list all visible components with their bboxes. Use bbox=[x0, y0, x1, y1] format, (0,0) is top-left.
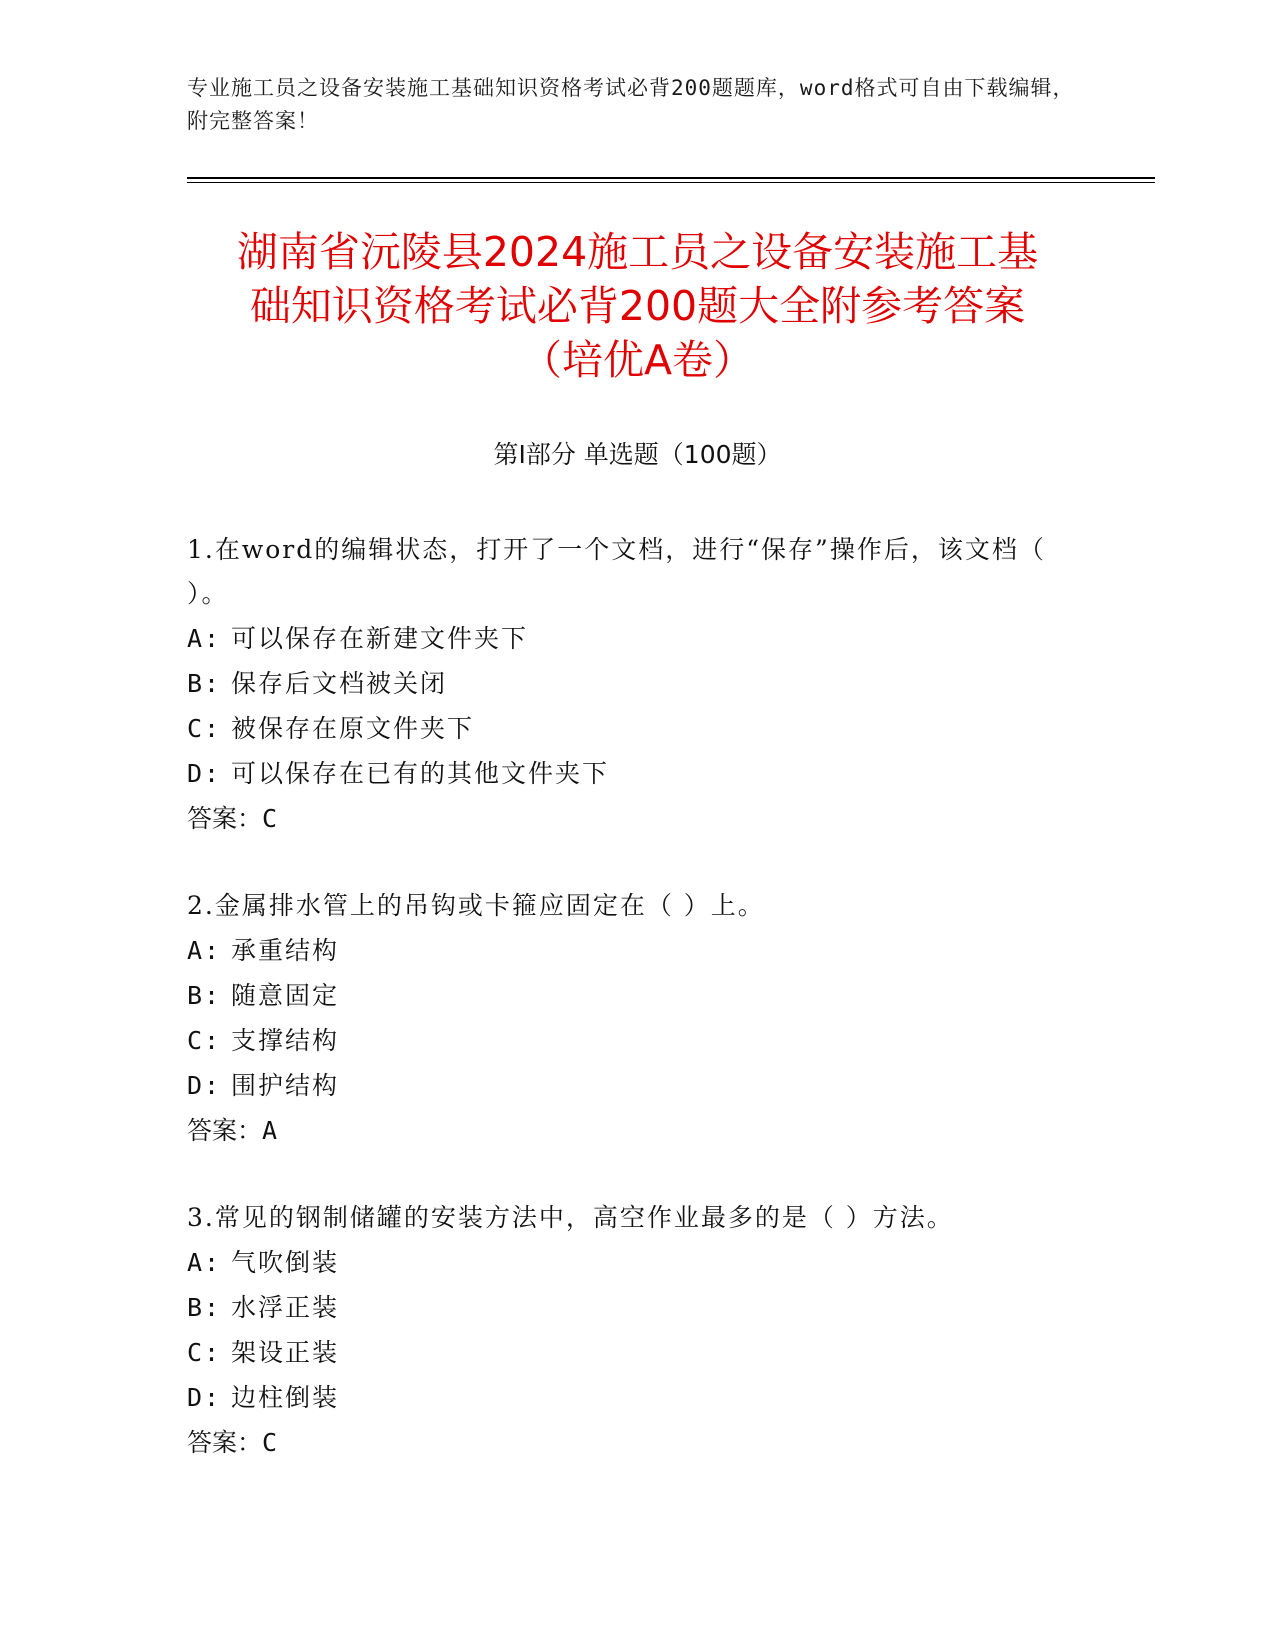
option-letter: A: bbox=[187, 936, 222, 965]
option-text: 气吹倒装 bbox=[231, 1248, 340, 1277]
option-a bbox=[187, 616, 1087, 661]
question-1 bbox=[187, 528, 1087, 842]
option-c bbox=[187, 706, 1087, 751]
option-c bbox=[187, 1330, 1087, 1375]
answer-label: 答案： bbox=[187, 804, 263, 833]
option-text: 随意固定 bbox=[231, 981, 340, 1010]
option-letter: C: bbox=[187, 1026, 222, 1055]
answer-value: C bbox=[262, 1428, 278, 1457]
option-letter: A: bbox=[187, 1248, 222, 1277]
option-text: 被保存在原文件夹下 bbox=[231, 714, 475, 743]
question-2 bbox=[187, 884, 1087, 1154]
answer-value: C bbox=[262, 804, 278, 833]
option-d bbox=[187, 1375, 1087, 1420]
question-list bbox=[187, 528, 1087, 1508]
question-3 bbox=[187, 1196, 1087, 1466]
question-stem: 3.常见的钢制储罐的安装方法中，高空作业最多的是（ ）方法。 bbox=[187, 1203, 954, 1232]
option-letter: D: bbox=[187, 759, 222, 788]
title-line-1: 湖南省沅陵县2024施工员之设备安装施工基 bbox=[236, 228, 1039, 276]
title-line-2: 础知识资格考试必背200题大全附参考答案 bbox=[249, 282, 1026, 330]
question-stem: 1.在word的编辑状态，打开了一个文档，进行“保存”操作后，该文档（ ）。 bbox=[187, 535, 1046, 608]
option-text: 水浮正装 bbox=[231, 1293, 340, 1322]
answer-line bbox=[187, 1108, 1087, 1154]
header-rule-thick bbox=[187, 177, 1155, 179]
option-b bbox=[187, 661, 1087, 706]
option-b bbox=[187, 1285, 1087, 1330]
document-title bbox=[150, 225, 1125, 387]
option-a bbox=[187, 1240, 1087, 1285]
answer-line bbox=[187, 796, 1087, 842]
option-text: 保存后文档被关闭 bbox=[231, 669, 448, 698]
option-letter: B: bbox=[187, 669, 222, 698]
title-line-3: （培优A卷） bbox=[520, 336, 755, 384]
option-b bbox=[187, 973, 1087, 1018]
option-letter: C: bbox=[187, 714, 222, 743]
answer-value: A bbox=[262, 1116, 278, 1145]
option-letter: B: bbox=[187, 981, 222, 1010]
question-stem: 2.金属排水管上的吊钩或卡箍应固定在（ ）上。 bbox=[187, 891, 765, 920]
option-text: 可以保存在新建文件夹下 bbox=[231, 624, 529, 653]
option-d bbox=[187, 1063, 1087, 1108]
option-text: 承重结构 bbox=[231, 936, 340, 965]
answer-line bbox=[187, 1420, 1087, 1466]
option-text: 可以保存在已有的其他文件夹下 bbox=[231, 759, 610, 788]
option-letter: B: bbox=[187, 1293, 222, 1322]
option-letter: D: bbox=[187, 1383, 222, 1412]
option-text: 支撑结构 bbox=[231, 1026, 340, 1055]
option-text: 围护结构 bbox=[231, 1071, 340, 1100]
option-text: 架设正装 bbox=[231, 1338, 340, 1367]
option-letter: C: bbox=[187, 1338, 222, 1367]
header-rule-thin bbox=[187, 182, 1155, 183]
option-letter: D: bbox=[187, 1071, 222, 1100]
option-text: 边柱倒装 bbox=[231, 1383, 340, 1412]
option-a bbox=[187, 928, 1087, 973]
option-d bbox=[187, 751, 1087, 796]
header-note: 专业施工员之设备安装施工基础知识资格考试必背200题题库，word格式可自由下载编辑，附完整答案！ bbox=[187, 76, 1075, 133]
answer-label: 答案： bbox=[187, 1428, 263, 1457]
option-c bbox=[187, 1018, 1087, 1063]
answer-label: 答案： bbox=[187, 1116, 263, 1145]
section-title: 第Ⅰ部分 单选题（100题） bbox=[493, 440, 782, 469]
option-letter: A: bbox=[187, 624, 222, 653]
